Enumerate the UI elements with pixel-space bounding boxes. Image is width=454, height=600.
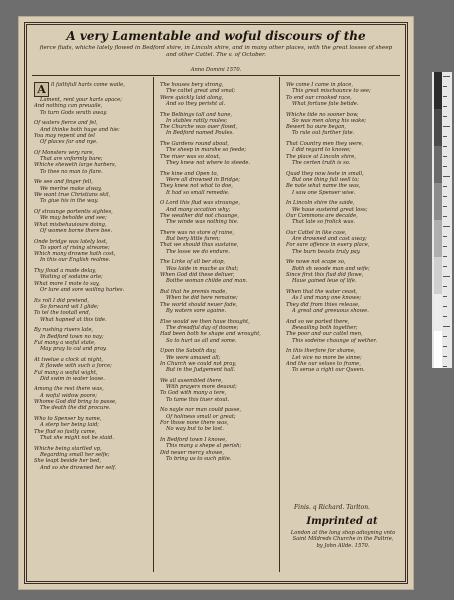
- verse-line: The poor and our cattel men,: [286, 331, 363, 338]
- verse-stanza: [286, 82, 398, 107]
- verse-stanza: [286, 289, 398, 314]
- verse-line: No nayle nor man could passe,: [160, 407, 242, 414]
- ruler-tick: [443, 286, 447, 287]
- verse-stanza: [286, 259, 398, 284]
- ruler-tick: [443, 326, 450, 327]
- column-divider: [279, 77, 280, 572]
- verse-line: The flud so fastly came,: [34, 428, 97, 435]
- verse-line: O Lord this flud was straunge,: [160, 200, 240, 207]
- verse-line: To bring us to such pitie.: [166, 455, 232, 462]
- verse-line: But one thing full well to;: [292, 177, 360, 184]
- verse-line: No way but to be lost.: [166, 426, 224, 433]
- verse-line: Were all drowned in Bridge;: [166, 177, 241, 184]
- verse-line: Of Monsters very rare,: [34, 149, 95, 156]
- ruler-tick: [443, 156, 447, 157]
- verse-line: Of straunge portentis sightes,: [34, 209, 113, 216]
- verse-line: As I and many one knowe;: [292, 295, 362, 302]
- broadside-sheet: [18, 16, 414, 590]
- verse-line: The Gardens round about,: [160, 141, 230, 148]
- verse-line: Onde bridge was lately lost,: [34, 238, 108, 245]
- verse-line: We want true Christians skil,: [34, 192, 111, 199]
- grayscale-swatch: [434, 294, 442, 331]
- verse-line: Our Cattel in like case,: [286, 229, 347, 236]
- verse-line: To end our crooked race,: [286, 94, 352, 101]
- verse-line: In Lincoln shire the saide,: [286, 200, 355, 207]
- verse-stanza: [34, 179, 146, 204]
- verse-line: Boithe woman childe and man.: [166, 278, 248, 285]
- verse-stanza: [34, 268, 146, 293]
- verse-line: We all assembled there,: [160, 377, 223, 384]
- verse-line: A great and greeuous showe.: [292, 307, 369, 314]
- verse-line: We were amased all;: [166, 354, 221, 361]
- verse-line: Was laide in muche as that;: [166, 265, 239, 272]
- verse-line: May pray to cal and pray.: [40, 346, 107, 353]
- ruler-tick: [443, 136, 447, 137]
- verse-column-2: [160, 82, 272, 467]
- ruler-tick: [443, 276, 450, 277]
- ruler-tick: [443, 176, 450, 177]
- ruler-tick: [443, 76, 450, 77]
- ruler-tick: [443, 246, 447, 247]
- verse-stanza: [286, 171, 398, 196]
- document-title: A very Lamentable and woful discours of the: [66, 29, 366, 43]
- verse-line: The place at Lincoln shire,: [286, 153, 357, 160]
- verse-stanza: [286, 319, 398, 344]
- verse-stanza: [286, 348, 398, 373]
- verse-line: But that he premis made,: [160, 289, 228, 296]
- verse-line: The death the did procure.: [40, 405, 111, 412]
- verse-line: With prayers more deuout;: [166, 384, 237, 391]
- verse-stanza: [160, 82, 272, 107]
- verse-line: We merlne make alway,: [40, 185, 102, 192]
- verse-stanza: [160, 289, 272, 314]
- verse-line: When he did here remaine;: [166, 295, 238, 302]
- anno-domini: Anno Domini 1570.: [190, 67, 242, 73]
- verse-line: What misbehauioure doing,: [34, 221, 107, 228]
- finis-line: Finis. q Richard. Tarlton.: [294, 504, 370, 511]
- verse-line: Did swim in water loose.: [40, 375, 105, 382]
- verse-line: Quad they now leste in small,: [286, 170, 364, 177]
- verse-line: You may repent and tel: [34, 132, 95, 139]
- verse-line: That Country men they were,: [286, 141, 364, 148]
- verse-line: This great mischaunce to see;: [292, 88, 371, 95]
- verse-line: To turn Gods wrath away.: [40, 109, 108, 116]
- verse-line: That are vnformly bare;: [40, 156, 103, 163]
- verse-line: In this therfore for shame,: [286, 348, 356, 355]
- verse-stanza: [160, 437, 272, 462]
- ruler-tick: [443, 116, 447, 117]
- verse-line: Of holiness small or great;: [166, 413, 236, 420]
- ruler-tick: [443, 306, 447, 307]
- ruler-tick: [443, 226, 450, 227]
- verse-line: This many a shepe al perish;: [166, 443, 242, 450]
- verse-line: I did regard to knowe;: [292, 147, 351, 154]
- verse-line: Let vice no more be sinne;: [292, 354, 362, 361]
- ruler-tick: [443, 86, 447, 87]
- document-subtitle: fierce fluds, whiche lately flowed in Bedford shire, in Lincoln shire, and in many other places, with the great losses of sheep and other Cattel. The v. of October.: [39, 45, 393, 58]
- verse-line: At twelue a clock at night,: [34, 356, 104, 363]
- verse-stanza: [286, 230, 398, 255]
- verse-line: Of places far and nye.: [40, 139, 98, 146]
- verse-line: A woful widow poore;: [40, 392, 98, 399]
- verse-line: In Bedford town no nay;: [40, 333, 104, 340]
- verse-line: When that the water ceast,: [286, 289, 358, 296]
- verse-line: There was no store of raine,: [160, 229, 235, 236]
- verse-line: This sodeine chaunge of wether.: [292, 337, 377, 344]
- verse-line: So was men along his wake;: [292, 117, 367, 124]
- verse-line: The Belbings tall and hane,: [160, 111, 233, 118]
- verse-line: We haue susteind great loss;: [292, 206, 368, 213]
- ruler-tick: [443, 96, 447, 97]
- verse-line: The Churche was ouer flowd,: [160, 124, 238, 131]
- grayscale-swatch: [434, 109, 442, 146]
- verse-stanza: [160, 112, 272, 137]
- verse-line: And the our selues to frame,: [286, 360, 361, 367]
- verse-line: Did neuer mercy showe,: [160, 449, 224, 456]
- ruler-tick: [443, 206, 447, 207]
- ruler-tick: [443, 256, 447, 257]
- verse-line: Are drowned and cast away;: [292, 236, 367, 243]
- verse-line: Ful many a woful state,: [34, 339, 96, 346]
- verse-line: When God did these deliuer,: [160, 272, 235, 279]
- verse-line: Whome God did bring to passe,: [34, 399, 117, 406]
- verse-line: They did from thies release,: [286, 301, 360, 308]
- verse-stanza: [34, 239, 146, 264]
- column-divider: [153, 77, 154, 572]
- verse-line: That we should thus sustaine,: [160, 242, 239, 249]
- verse-stanza: [34, 386, 146, 411]
- ruler-tick: [443, 186, 447, 187]
- verse-line: And so they perisht al.: [166, 100, 226, 107]
- verse-line: Thy floud a made delay,: [34, 268, 97, 275]
- verse-line: They knew not where to steede.: [166, 160, 251, 167]
- verse-line: Regarding small her selfe;: [40, 451, 110, 458]
- verse-stanza: [34, 209, 146, 234]
- verse-line: In this our English realme.: [40, 257, 111, 264]
- verse-line: By rushing riuers late,: [34, 327, 94, 334]
- verse-line: Whiche tide no sooner bow,: [286, 111, 359, 118]
- verse-line: The world should neuer fade,: [160, 301, 238, 308]
- verse-stanza: [286, 112, 398, 137]
- verse-column-3: [286, 82, 398, 378]
- verse-line: Were quickly laid along,: [160, 94, 224, 101]
- drop-capital: A: [34, 82, 49, 97]
- ruler-tick: [443, 236, 447, 237]
- imprint-heading: Imprinted at: [306, 516, 378, 527]
- verse-line: Be nate what name the was,: [286, 183, 361, 190]
- verse-line: And nothing can preuaile,: [34, 103, 103, 110]
- verse-line: Waiting of sodaine arte;: [40, 274, 103, 281]
- ruler-tick: [443, 356, 447, 357]
- verse-line: That she might not be staid.: [40, 434, 115, 441]
- ruler-tick: [443, 346, 447, 347]
- verse-stanza: [34, 357, 146, 382]
- ruler-tick: [443, 296, 447, 297]
- verse-stanza: [34, 446, 146, 471]
- verse-line: Bewailing both together;: [292, 324, 358, 331]
- ruler-tick: [443, 166, 447, 167]
- verse-line: To tame this tiuer stout.: [166, 396, 230, 403]
- verse-line: What hapned at this tide.: [40, 316, 107, 323]
- verse-line: Since first this flud did flowe,: [286, 272, 364, 279]
- verse-line: To giue his in the way.: [40, 198, 99, 205]
- verse-stanza: [34, 327, 146, 352]
- verse-stanza: [34, 416, 146, 441]
- verse-stanza: [286, 141, 398, 166]
- verse-line: Upon the Saboth day,: [160, 348, 217, 355]
- verse-line: The burn beasts truly pay.: [292, 248, 361, 255]
- verse-line: In stables rattly roules;: [166, 117, 228, 124]
- verse-line: To God with many a tere,: [160, 390, 227, 397]
- verse-line: Haue gained leue of life.: [292, 278, 357, 285]
- verse-stanza: [34, 120, 146, 145]
- verse-line: In Church we could not pray,: [160, 360, 237, 367]
- verse-line: They knew not what to doe,: [160, 183, 233, 190]
- verse-stanza: [34, 82, 146, 116]
- verse-line: Its roll I did pretend,: [34, 297, 89, 304]
- verse-line: A sterp her being laid;: [40, 422, 100, 429]
- ruler-tick: [443, 106, 447, 107]
- verse-line: The losse we do endure.: [166, 248, 230, 255]
- verse-line: Who to Spenser by name,: [34, 416, 102, 423]
- verse-stanza: [160, 171, 272, 196]
- verse-line: I saw one Spenser wise.: [292, 189, 356, 196]
- verse-line: That late so frolick was.: [292, 219, 355, 226]
- verse-stanza: [160, 200, 272, 225]
- verse-line: Had been both he shape and wrought,: [160, 331, 261, 338]
- ruler-tick: [443, 146, 447, 147]
- grayscale-swatch: [434, 72, 442, 109]
- verse-line: For sure offence in euery place,: [286, 242, 370, 249]
- verse-line: To thee no man to flare.: [40, 168, 103, 175]
- verse-line: It had so small remedie.: [166, 189, 230, 196]
- verse-stanza: [286, 200, 398, 225]
- color-calibration-strip: [432, 72, 452, 368]
- verse-line: The Lirke of all ber stop,: [160, 259, 226, 266]
- verse-stanza: [160, 259, 272, 284]
- verse-line: The winde was nothing hie.: [166, 219, 239, 226]
- verse-line: What fortune fate betide.: [292, 100, 359, 107]
- verse-line: It flowde with such a force;: [40, 363, 112, 370]
- verse-stanza: [160, 407, 272, 432]
- verse-line: Which many drowne hath cost,: [34, 251, 116, 258]
- verse-line: To tel the tootall end,: [34, 310, 91, 317]
- verse-line: By waters sore againe.: [166, 307, 227, 314]
- verse-stanza: [160, 378, 272, 403]
- verse-line: But bery little furen;: [166, 236, 221, 243]
- verse-line: Or lure and sore wailing hartes.: [40, 287, 125, 294]
- verse-line: Lament, rent your harts apace;: [40, 97, 122, 103]
- verse-line: The certen truth is so.: [292, 160, 351, 167]
- verse-stanza: [160, 141, 272, 166]
- verse-line: Else would we then haue thought,: [160, 318, 250, 325]
- verse-stanza: [34, 298, 146, 323]
- verse-line: And thinke both huge and hie:: [40, 126, 120, 133]
- verse-line: The weather did not chaunge,: [160, 212, 239, 219]
- verse-line: In Bedford town I knowe,: [160, 436, 227, 443]
- verse-line: The cattel great and smal;: [166, 88, 236, 95]
- verse-line: Of women borne there bee.: [40, 227, 113, 234]
- verse-line: So to hurt us all and some.: [166, 337, 237, 344]
- verse-line: Bewert ha oure began,: [286, 124, 347, 131]
- grayscale-swatch: [434, 257, 442, 294]
- verse-line: We come I came in place,: [286, 82, 353, 88]
- verse-line: But in the Judgement hall.: [166, 367, 236, 374]
- grayscale-swatch: [434, 146, 442, 183]
- verse-line: So forward wil I glide;: [40, 304, 99, 311]
- verse-line: We may beholde and see;: [40, 215, 107, 222]
- verse-line: The sheep in marshe so feede;: [166, 147, 247, 154]
- verse-line: Whiche being startled vp,: [34, 445, 102, 452]
- ruler-tick: [443, 336, 447, 337]
- verse-line: To serue a right our Queen.: [292, 367, 365, 374]
- verse-stanza: [160, 230, 272, 255]
- verse-stanza: [160, 319, 272, 344]
- verse-line: We nowe not scape so,: [286, 259, 346, 266]
- imprint-text: London at the long shop adioyning vnto Saint Mildreds Churche in the Pultrie, by John Allde. 1570.: [290, 530, 396, 549]
- verse-line: Ful many a woful wight,: [34, 369, 98, 376]
- ruler-tick: [443, 126, 450, 127]
- grayscale-swatch: [434, 220, 442, 257]
- verse-line: What more I mote to say,: [34, 280, 100, 287]
- verse-column-1: [34, 82, 146, 475]
- header-rule: [32, 75, 400, 76]
- verse-line: Both sh woode man and wife;: [292, 265, 370, 272]
- verse-line: Among the rest there was,: [34, 386, 104, 393]
- verse-line: And so she drowned her self.: [40, 464, 117, 471]
- verse-line: Our Commons are decaide,: [286, 212, 358, 219]
- verse-line: We see and finger fell,: [34, 179, 93, 186]
- verse-line: The dreadful day of doome;: [166, 324, 239, 331]
- ruler-tick: [443, 366, 447, 367]
- verse-line: In Bedford named Poules.: [166, 130, 234, 137]
- verse-line: For those none there was,: [160, 419, 229, 426]
- verse-stanza: [160, 348, 272, 373]
- verse-line: The riuer was so stout,: [160, 153, 221, 160]
- verse-stanza: [34, 150, 146, 175]
- ruler-tick: [443, 196, 447, 197]
- ruler-tick: [443, 216, 447, 217]
- verse-line: She leapt beside her bed,: [34, 458, 102, 465]
- ruler-tick: [443, 266, 447, 267]
- grayscale-swatch: [434, 183, 442, 220]
- verse-line: Of waters fierce and fel,: [34, 120, 98, 127]
- verse-line: The kine and Open to,: [160, 170, 219, 177]
- verse-line: And many occation why;: [166, 206, 231, 213]
- ruler-tick: [443, 316, 447, 317]
- verse-line: To rule out further fate.: [292, 130, 355, 137]
- verse-line: And so we parted there,: [286, 318, 350, 325]
- verse-line: To sport of rising streame;: [40, 244, 110, 251]
- verse-line: The houses bery strong,: [160, 82, 224, 88]
- grayscale-swatch: [434, 331, 442, 368]
- verse-line: Whiche sheweth large harbers,: [34, 162, 117, 169]
- verse-line: A ll faithfull harts come waile,: [34, 82, 146, 97]
